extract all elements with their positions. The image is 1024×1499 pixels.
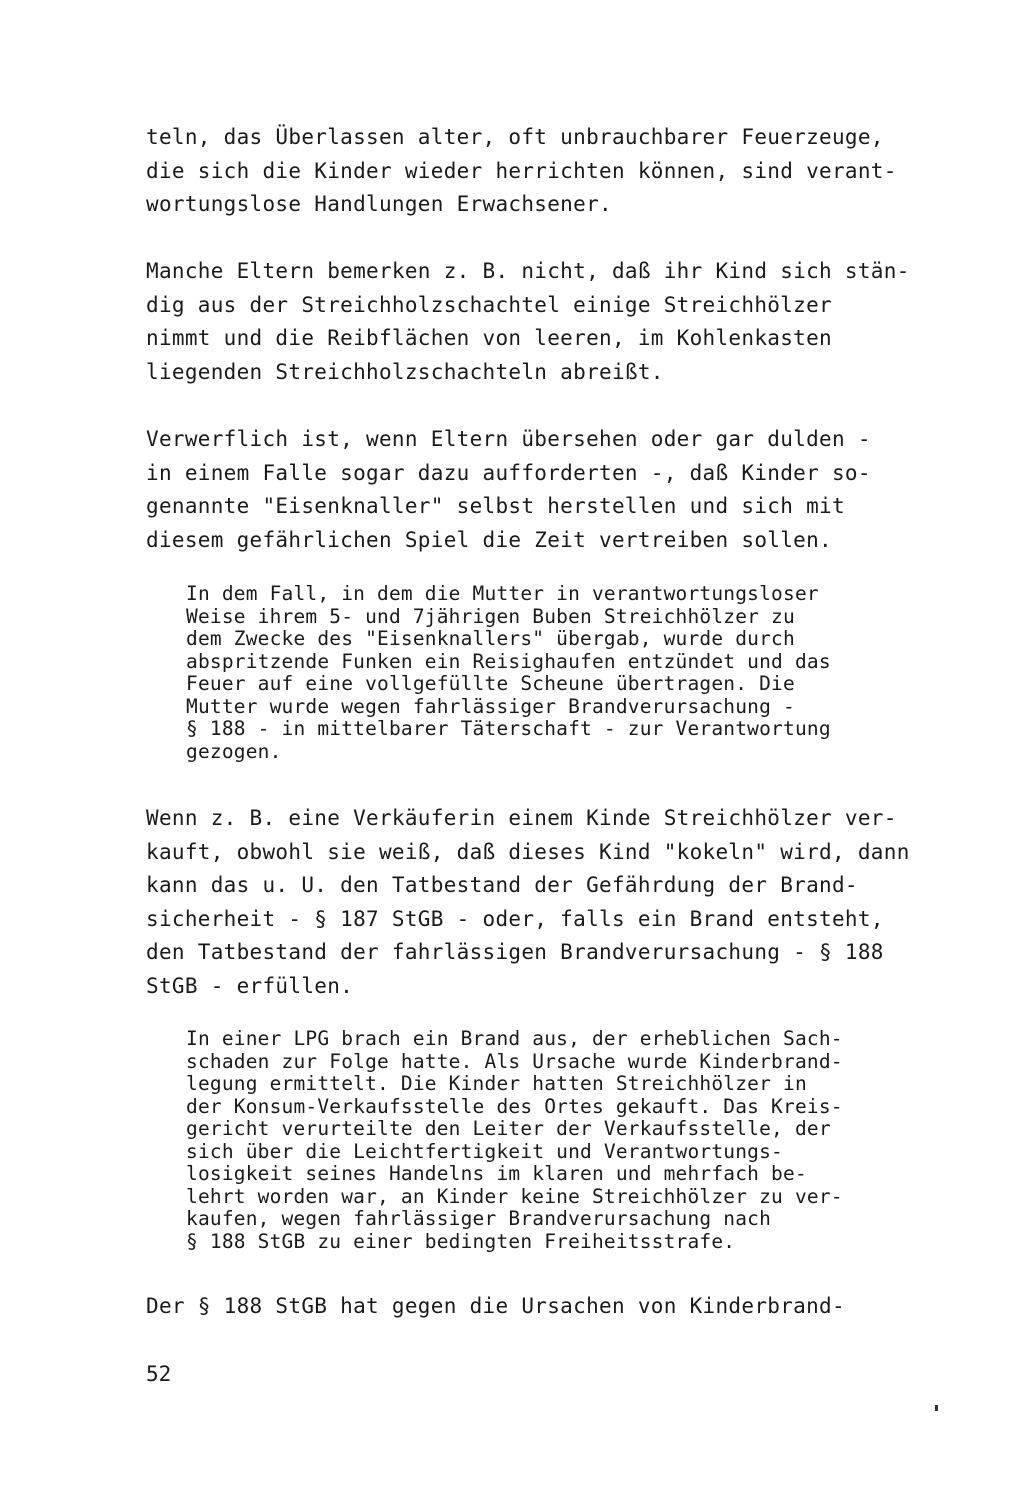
text-line: kann das u. U. den Tatbestand der Gefährdung der Brand- bbox=[146, 873, 858, 897]
text-line: nimmt und die Reibflächen von leeren, im Kohlenkasten bbox=[146, 326, 832, 350]
text-line: kaufen, wegen fahrlässiger Brandverursachung nach bbox=[186, 1207, 772, 1230]
case-example-2 bbox=[186, 1028, 946, 1253]
text-line: § 188 - in mittelbarer Täterschaft - zur Verantwortung bbox=[186, 717, 831, 740]
text-line: In einer LPG brach ein Brand aus, der erheblichen Sach- bbox=[186, 1027, 843, 1050]
text-line: sich über die Leichtfertigkeit und Verantwortungs- bbox=[186, 1139, 783, 1163]
text-line: diesem gefährlichen Spiel die Zeit vertreiben sollen. bbox=[146, 527, 832, 552]
text-line: Weise ihrem 5- und 7jährigen Buben Streichhölzer zu bbox=[186, 604, 795, 628]
text-line: abspritzende Funken ein Reisighaufen entzündet und das bbox=[186, 649, 831, 673]
text-line: in einem Falle sogar dazu aufforderten -, daß Kinder so- bbox=[146, 460, 871, 485]
paragraph-4 bbox=[146, 802, 966, 1003]
text-line: legung ermittelt. Die Kinder hatten Streichhölzer in bbox=[186, 1072, 807, 1095]
text-line: sicherheit - § 187 StGB - oder, falls ein Brand entsteht, bbox=[146, 906, 884, 931]
text-line: genannte "Eisenknaller" selbst herstellen und sich mit bbox=[146, 494, 845, 518]
text-line: Der § 188 StGB hat gegen die Ursachen von Kinderbrand- bbox=[146, 1294, 845, 1318]
text-line: Manche Eltern bemerken z. B. nicht, daß ihr Kind sich stän- bbox=[146, 259, 910, 283]
text-line: § 188 StGB zu einer bedingten Freiheitsstrafe. bbox=[186, 1229, 736, 1253]
text-line: lehrt worden war, an Kinder keine Streichhölzer zu ver- bbox=[186, 1184, 843, 1208]
text-line: dig aus der Streichholzschachtel einige Streichhölzer bbox=[146, 292, 832, 317]
text-line: der Konsum-Verkaufsstelle des Ortes gekauft. Das Kreis- bbox=[186, 1094, 843, 1118]
case-example-1 bbox=[186, 583, 946, 763]
paragraph-5 bbox=[146, 1290, 966, 1324]
text-line: den Tatbestand der fahrlässigen Brandverursachung - § 188 bbox=[146, 940, 884, 964]
text-line: dem Zwecke des "Eisenknallers" übergab, wurde durch bbox=[186, 627, 795, 650]
text-line: In dem Fall, in dem die Mutter in verantwortungsloser bbox=[186, 582, 819, 605]
text-line: wortungslose Handlungen Erwachsener. bbox=[146, 192, 612, 216]
paragraph-1 bbox=[146, 121, 966, 222]
text-line: liegenden Streichholzschachteln abreißt. bbox=[146, 359, 664, 384]
text-line: Feuer auf eine vollgefüllte Scheune übertragen. Die bbox=[186, 672, 795, 695]
text-line: gezogen. bbox=[186, 739, 282, 763]
text-line: schaden zur Folge hatte. Als Ursache wurde Kinderbrand- bbox=[186, 1049, 843, 1073]
scan-mark bbox=[935, 1405, 938, 1411]
paragraph-2 bbox=[146, 255, 966, 389]
text-line: Mutter wurde wegen fahrlässiger Brandverursachung - bbox=[186, 694, 795, 718]
text-line: losigkeit seines Handelns im klaren und mehrfach be- bbox=[186, 1162, 807, 1185]
text-line: teln, das Überlassen alter, oft unbrauchbarer Feuerzeuge, bbox=[146, 125, 884, 149]
paragraph-3 bbox=[146, 423, 966, 557]
text-line: StGB - erfüllen. bbox=[146, 973, 354, 998]
text-line: die sich die Kinder wieder herrichten können, sind verant- bbox=[146, 158, 897, 183]
text-line: kauft, obwohl sie weiß, daß dieses Kind "kokeln" wird, dann bbox=[146, 839, 910, 864]
text-line: gericht verurteilte den Leiter der Verkaufsstelle, der bbox=[186, 1117, 831, 1140]
text-line: Wenn z. B. eine Verkäuferin einem Kinde Streichhölzer ver- bbox=[146, 806, 897, 830]
page-number: 52 bbox=[146, 1362, 172, 1386]
text-line: Verwerflich ist, wenn Eltern übersehen oder gar dulden - bbox=[146, 427, 871, 451]
